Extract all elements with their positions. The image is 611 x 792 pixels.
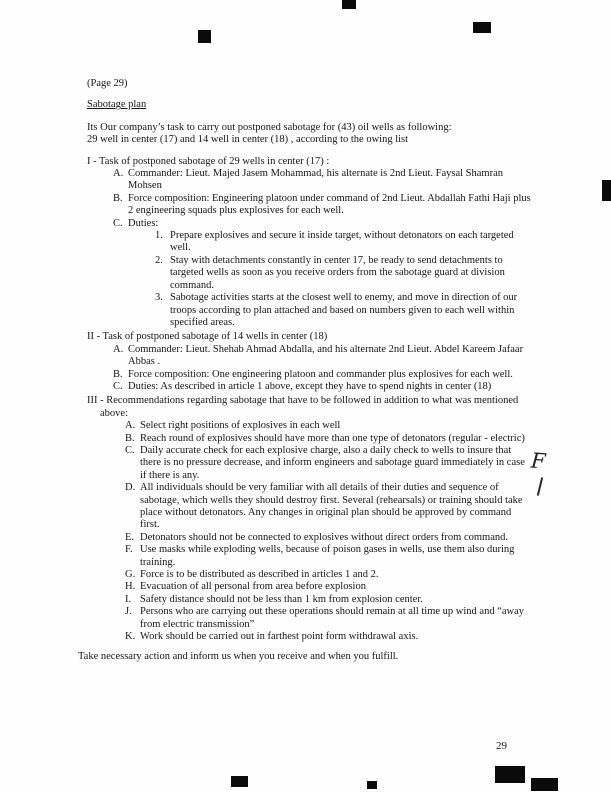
intro-paragraph [87,122,531,147]
item-text: Daily accurate check for each explosive charge, also a daily check to wells to insure that there is no pressure decrease, and inform engineers and sabotage guard immediately in case if there is any. [140,444,525,481]
list-item [87,581,531,593]
item-text: All individuals should be very familiar with all details of their duties and sequence of sabotage, which wells they should destroy first. Several (rehearsals) or training should take place without detonators. Any changes in original plan should be approved by command first. [140,482,523,531]
scan-artifact [342,0,356,9]
list-item [87,569,531,581]
scan-artifact [367,781,377,789]
closing-line: Take necessary action and inform us when you receive and when you fulfill. [78,651,399,663]
doc-title: Sabotage plan [87,99,147,111]
item-label: F. [125,544,133,556]
item-label: C. [125,444,135,456]
handwritten-stroke [537,477,544,496]
scan-artifact [495,766,525,783]
list-item [87,381,531,393]
scan-artifact [531,778,558,791]
item-label: 2. [155,254,163,266]
list-item [87,482,531,532]
list-item [87,445,531,482]
item-text: Use masks while exploding wells, because of poison gases in wells, use them also during training. [140,544,515,568]
item-text: Force composition: One engineering platoon and commander plus explosives for each well. [128,368,513,380]
item-label: A. [113,168,124,180]
item-text: Reach round of explosives should have more than one type of detonators (regular - electric) [140,432,525,444]
item-label: J. [125,606,132,618]
item-label: B. [113,368,123,380]
item-label: 1. [155,230,163,242]
list-item [87,544,531,569]
item-label: I. [125,593,132,605]
item-text: Prepare explosives and secure it inside target, without detonators on each targeted well. [170,230,514,254]
item-label: E. [125,531,135,543]
item-text: Duties: As described in article 1 above, except they have to spend nights in center (18) [128,380,492,392]
list-item [87,218,531,230]
list-item [87,168,531,193]
page-label: (Page 29) [87,78,128,89]
item-text: Duties: [128,217,159,229]
list-item [87,594,531,606]
scan-artifact [231,776,248,787]
list-item [87,292,531,329]
item-text: Commander: Lieut. Shehab Ahmad Abdalla, and his alternate 2nd Lieut. Abdel Kareem Jafaar Abbas . [128,343,524,368]
page-number: 29 [496,740,507,752]
handwritten-annotation: F [530,448,547,474]
intro-line-2: 29 well in center (17) and 14 well in center (18) , according to the owing list [87,134,409,146]
item-label: A. [125,420,136,432]
item-text: Force is to be distributed as described in articles 1 and 2. [140,569,379,581]
scan-artifact [473,22,491,33]
item-label: B. [113,192,123,204]
section-1-heading: I - Task of postponed sabotage of 29 wells in center (17) : [87,155,330,167]
item-text: Stay with detachments constantly in center 17, be ready to send detachments to targeted wells as soon as you receive orders from the sabotage guard at division command. [170,254,505,291]
list-item [87,344,531,369]
item-label: A. [113,343,124,355]
section-3-heading: III - Recommendations regarding sabotage that have to be followed in addition to what was mentioned above: [87,395,519,419]
item-label: K. [125,631,136,643]
list-item [87,433,531,445]
list-item [87,532,531,544]
item-text: Select right positions of explosives in each well [140,420,341,432]
list-item [87,420,531,432]
list-item [87,255,531,292]
list-item [87,193,531,218]
scan-artifact [602,180,611,201]
section-2-heading: II - Task of postponed sabotage of 14 wells in center (18) [87,331,328,343]
item-text: Detonators should not be connected to explosives without direct orders from command. [140,531,508,543]
item-label: C. [113,217,123,229]
item-label: D. [125,482,136,494]
item-text: Commander: Lieut. Majed Jasem Mohammad, his alternate is 2nd Lieut. Faysal Shamran Mohsen [128,168,504,192]
list-item [87,631,531,643]
item-text: Work should be carried out in farthest point form withdrawal axis. [140,631,419,643]
list-item [87,369,531,381]
item-text: Evacuation of all personal from area before explosion [140,581,366,593]
item-label: 3. [155,292,163,304]
item-label: B. [125,432,135,444]
item-text: Force composition: Engineering platoon under command of 2nd Lieut. Abdallah Fathi Haji plus 2 engineering squads plus explosives for each well. [128,192,531,217]
list-item [87,606,531,631]
document-body [78,78,531,664]
item-label: H. [125,581,136,593]
item-text: Persons who are carrying out these operations should remain at all time up wind and “away from electric transmission” [140,606,525,630]
item-text: Safety distance should not be less than 1 km from explosion center. [140,593,423,605]
item-label: C. [113,380,123,392]
item-text: Sabotage activities starts at the closest well to enemy, and move in direction of our troops according to plan attached and based on numbers given to each well within specified areas. [170,292,518,328]
scan-artifact [198,30,211,43]
doc-title-row [87,99,531,111]
list-item [87,230,531,255]
intro-line-1: Its Our company’s task to carry out postponed sabotage for (43) oil wells as following: [87,121,452,133]
item-label: G. [125,569,136,581]
